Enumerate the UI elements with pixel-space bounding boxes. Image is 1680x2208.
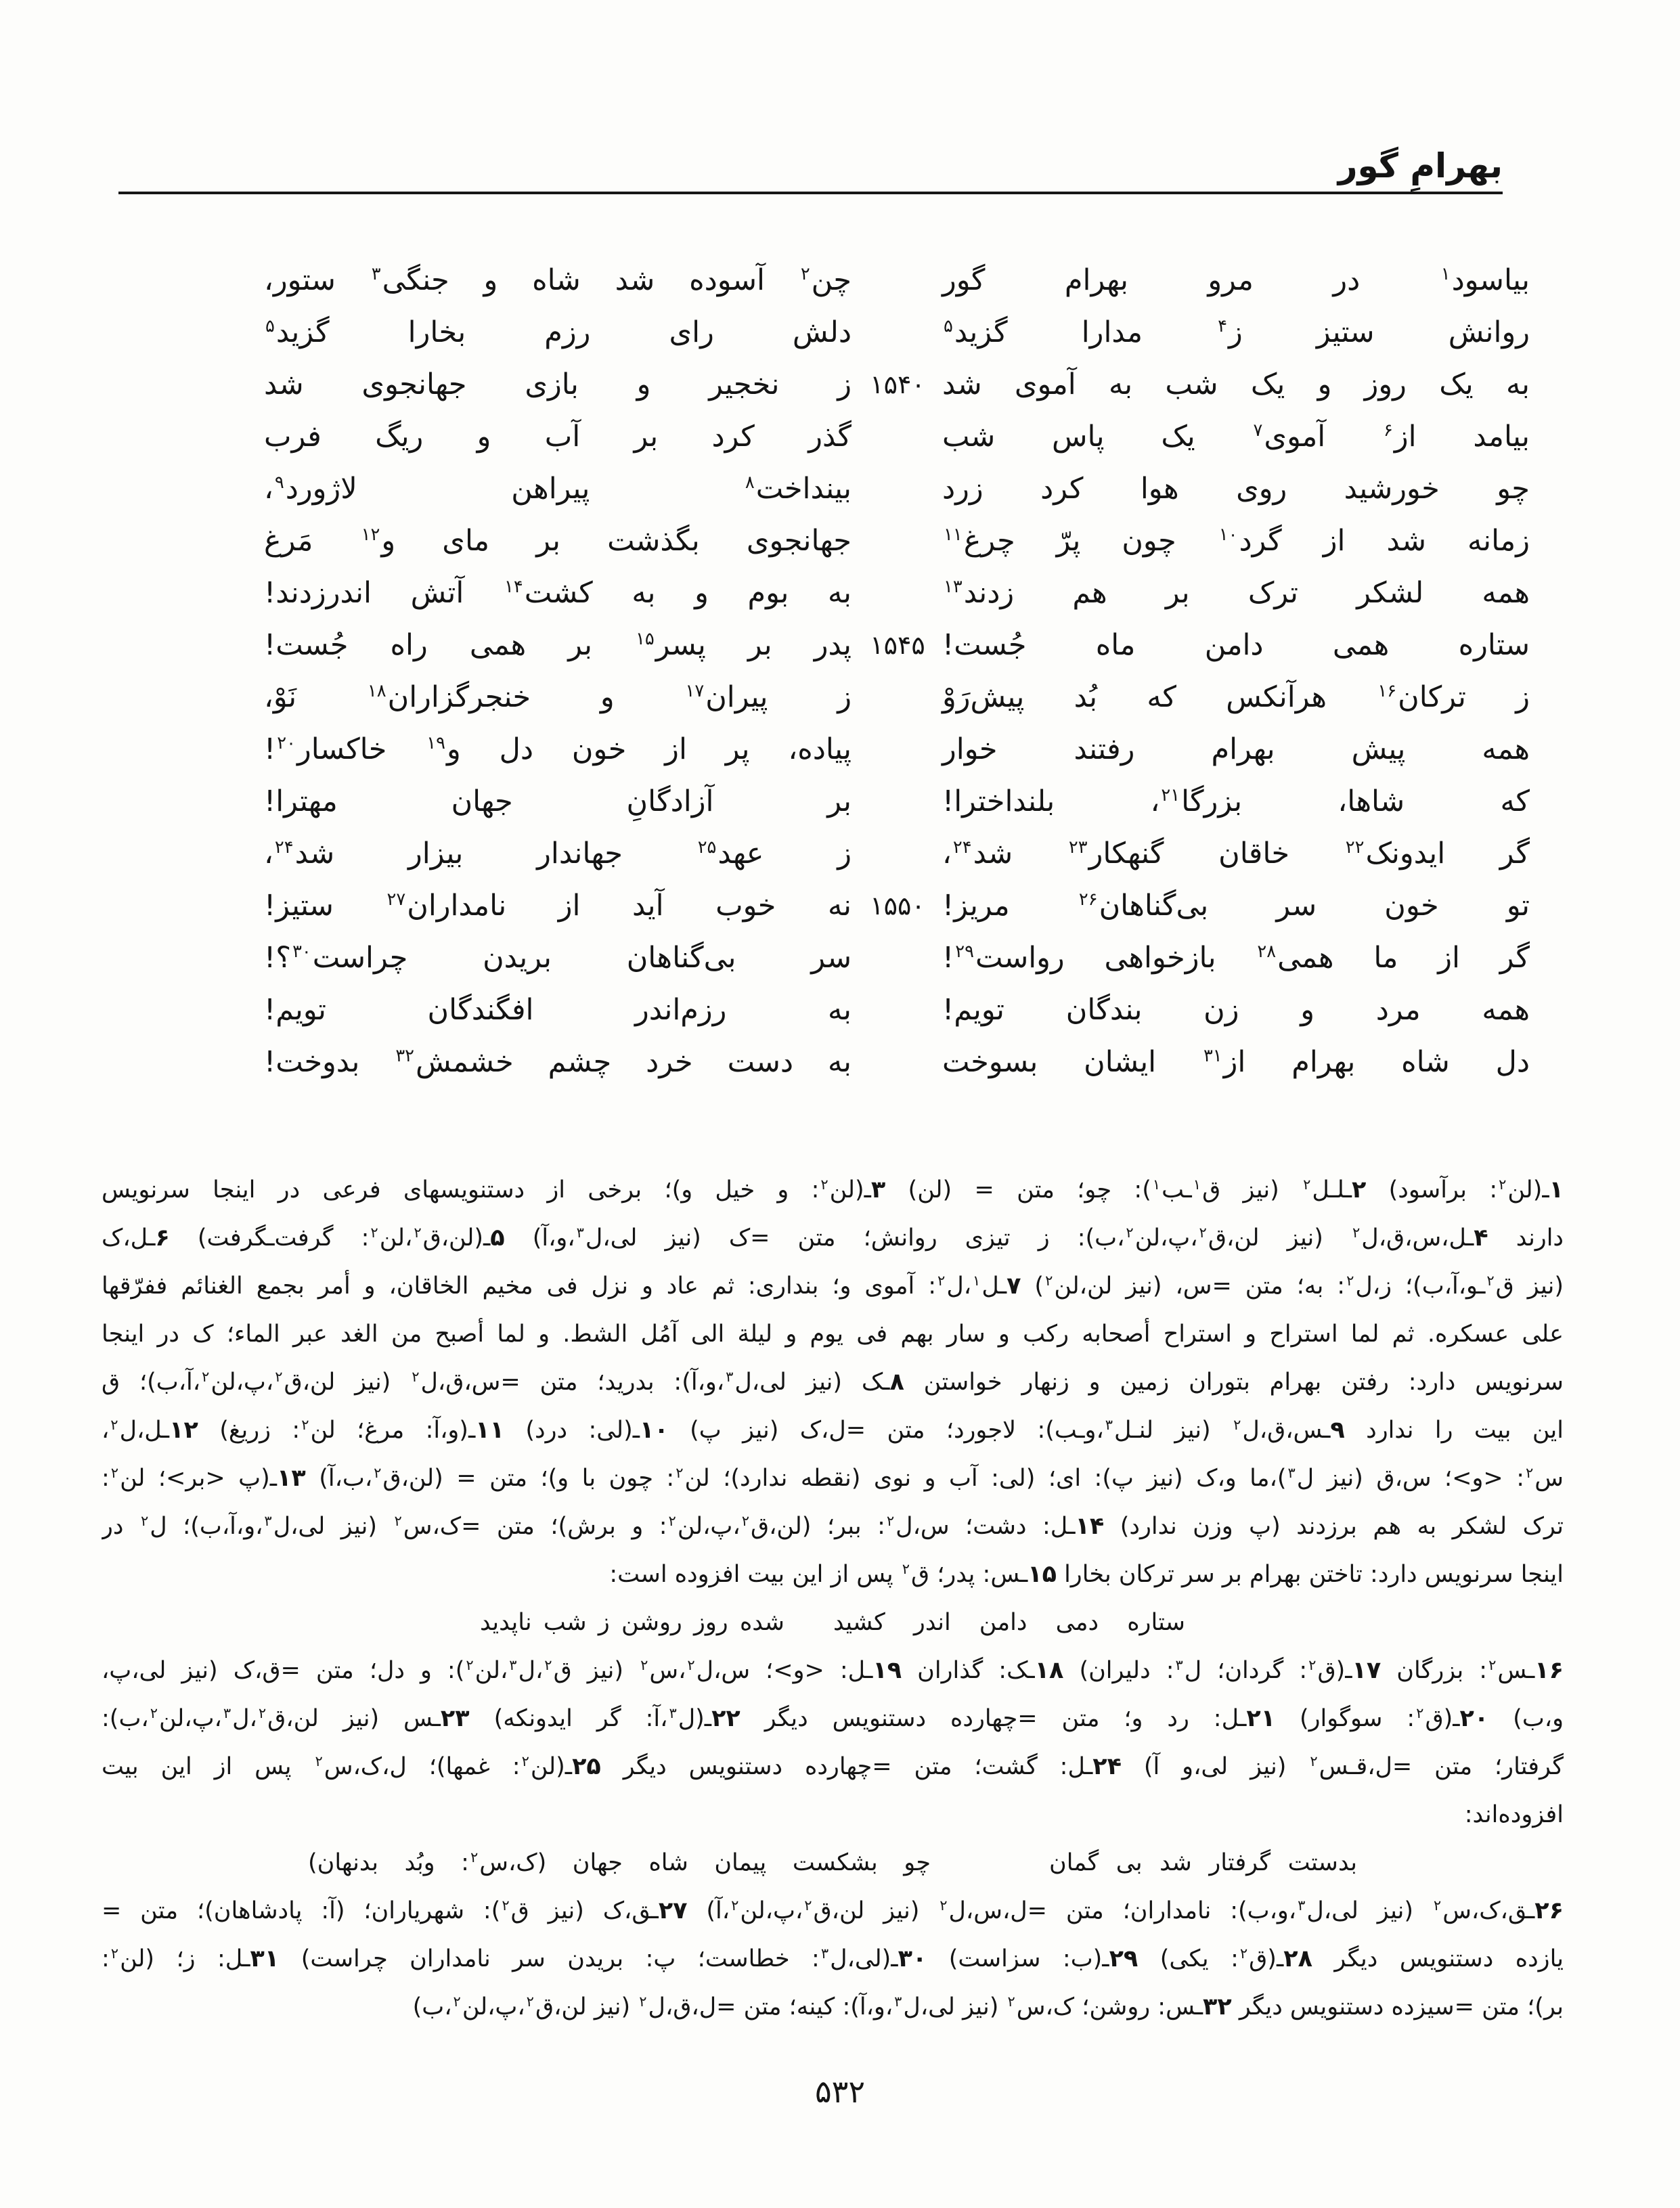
- hemistich-left: به بوم و به کشت$^{۱۴}$ آتش اندرزدند!: [264, 575, 852, 610]
- hemistich-right: بیامد از$^۶$ آموی$^۷$ یک پاس شب: [942, 419, 1530, 454]
- hemistich-right: بیاسود$^۱$ در مرو بهرام گور: [942, 263, 1530, 297]
- apparatus-note-text: ترک لشکر به هم برزدند (پ وزن ندارد) ۱۴ـل: دشت؛ س،ل$^۲$: ببر؛ (لن،ق$^۲$،پ،لن$^۲$: و برش)؛ متن =ک،س$^۲$ (نیز لی،ل$^۳$،و،آ،ب)؛ ل$^۲$ در: [102, 1513, 1564, 1540]
- apparatus-note-text: و،ب) ۲۰ـ(ق$^۲$: سوگوار) ۲۱ـل: رد و؛ متن =چهارده دستنویس دیگر ۲۲ـ(ل$^۳$،آ: گر ایدونکه) ۲۳ـس (نیز لن،ق$^۲$،ل$^۳$،پ،لن$^۲$،ب):: [102, 1705, 1564, 1732]
- hemistich-left: بر آزادگانِ جهان مهترا!: [264, 784, 852, 818]
- apparatus-line: [102, 1455, 1564, 1503]
- hemistich-left: جهانجوی بگذشت بر مای و$^{۱۲}$ مَرغ: [264, 523, 852, 558]
- apparatus-note-text: دارند ۴ـل،س،ق،ل$^۲$ (نیز لن،ق$^۲$،پ،لن$^۲$،ب): ز تیزی روانش؛ متن =ک (نیز لی،ل$^۳$،و،آ) ۵ـ(لن،ق$^۲$،لن$^۲$: گرفت‌ـگرفت) ۶ـل،ک: [102, 1224, 1564, 1252]
- apparatus-note-text: یازده دستنویس دیگر ۲۸ـ(ق$^۲$: یکی) ۲۹ـ(ب: سزاست) ۳۰ـ(لی،ل$^۳$: خطاست؛ پ: بریدن سر نامداران چراست) ۳۱ـل: ز؛ (لن$^۲$:: [102, 1945, 1564, 1972]
- inset-verse-hemistich-left: شده روز روشن ز شب ناپدید: [480, 1609, 784, 1636]
- hemistich-right: به یک روز و یک شب به آموی شد: [942, 367, 1530, 401]
- hemistich-left: نه خوب آید از نامداران$^{۲۷}$ ستیز!: [264, 888, 852, 923]
- verse-row: [264, 931, 1530, 984]
- apparatus-line: [102, 1791, 1564, 1839]
- apparatus-line: [102, 1503, 1564, 1551]
- verse-row: [264, 358, 1530, 410]
- hemistich-left: بینداخت$^۸$ پیراهن لاژورد$^۹$،: [264, 471, 852, 506]
- verse-number: ۱۵۴۰: [870, 369, 925, 399]
- apparatus-line: [102, 1166, 1564, 1214]
- hemistich-left: ز پیران$^{۱۷}$ و خنجرگزاران$^{۱۸}$ نَوْ،: [264, 680, 852, 714]
- poem-columns: [264, 254, 1530, 1088]
- hemistich-right: تو خون سر بی‌گناهان$^{۲۶}$ مریز!: [942, 888, 1530, 923]
- apparatus-line: [102, 1262, 1564, 1310]
- verse-row: [264, 1036, 1530, 1088]
- verse-row: [264, 306, 1530, 358]
- hemistich-left: به رزم‌اندر افگندگان تویم!: [264, 992, 852, 1027]
- apparatus-note-text: ۱۶ـس$^۲$: بزرگان ۱۷ـ(ق$^۲$: گردان؛ ل$^۳$: دلیران) ۱۸ـک: گذاران ۱۹ـل: <و>؛ س،ل$^۲$،س$^۲$ (نیز ق$^۲$،ل$^۳$،لن$^۲$): و دل؛ متن =ق،ک (نیز لی،پ،: [102, 1657, 1564, 1684]
- verse-number: ۱۵۴۵: [870, 630, 925, 660]
- apparatus-note-text: اینجا سرنویس دارد: تاختن بهرام بر سر ترکان بخارا ۱۵ـس: پدر؛ ق$^۲$ پس از این بیت افزوده است:: [609, 1561, 1564, 1588]
- verse-row: [264, 671, 1530, 723]
- apparatus-line: [102, 1695, 1564, 1743]
- inset-verse-hemistich-right: بدستت گرفتار شد بی گمان: [1049, 1849, 1357, 1876]
- hemistich-right: گر ایدونک$^{۲۲}$ خاقان گنهکار$^{۲۳}$ شد$^{۲۴}$،: [942, 836, 1530, 870]
- apparatus-note-text: ۱ـ(لن$^۲$: برآسود) ۲ـلـل$^۲$ (نیز ق$^۱$ـب$^۱$): چو؛ متن = (لن) ۳ـ(لن$^۲$: و خیل و)؛ برخی از دستنویسهای فرعی در اینجا سرنویس: [102, 1176, 1564, 1204]
- inset-verse-hemistich-right: ستاره دمی دامن اندر کشید: [833, 1609, 1185, 1636]
- apparatus-note-text: سرنویس دارد: رفتن بهرام بتوران زمین و زنهار خواستن ۸ـک (نیز لی،ل$^۳$،و،آ): بدرید؛ متن =س،ق،ل$^۲$ (نیز لن،ق$^۲$،پ،لن$^۲$،آ،ب)؛ ق: [102, 1369, 1564, 1396]
- hemistich-left: به دست خرد چشم خشمش$^{۳۲}$ بدوخت!: [264, 1044, 852, 1079]
- apparatus-line: [102, 1407, 1564, 1455]
- hemistich-left: چن$^۲$ آسوده شد شاه و جنگی$^۳$ ستور،: [264, 263, 852, 297]
- verse-row: [264, 462, 1530, 514]
- verse-row: [264, 567, 1530, 619]
- hemistich-left: سر بی‌گناهان بریدن چراست$^{۳۰}$؟!: [264, 940, 852, 975]
- apparatus-line: [102, 1359, 1564, 1407]
- hemistich-left: گذر کرد بر آب و ریگ فرب: [264, 419, 852, 454]
- apparatus-note-text: این بیت را ندارد ۹ـس،ق،ل$^۲$ (نیز لنـل$^۳$،وـب): لاجورد؛ متن =ل،ک (نیز پ) ۱۰ـ(لی: درد) ۱۱ـ(و،آ: مرغ؛ لن$^۲$: زریغ) ۱۲ـل،ل$^۲$،: [102, 1417, 1564, 1444]
- critical-apparatus: [102, 1166, 1564, 2031]
- hemistich-right: چو خورشید روی هوا کرد زرد: [942, 471, 1530, 506]
- hemistich-right: که شاها، بزرگا$^{۲۱}$، بلنداخترا!: [942, 784, 1530, 818]
- verse-number: ۱۵۵۰: [870, 890, 925, 921]
- apparatus-note-text: گرفتار؛ متن =ل،قـس$^۲$ (نیز لی،و آ) ۲۴ـل: گشت؛ متن =چهارده دستنویس دیگر ۲۵ـ(لن$^۲$: غمها)؛ ل،ک،س$^۲$ پس از این بیت: [102, 1753, 1564, 1780]
- page-number: ۵۳۲: [814, 2073, 866, 2110]
- hemistich-right: گر از ما همی$^{۲۸}$ بازخواهی رواست$^{۲۹}$!: [942, 940, 1530, 975]
- apparatus-line: [102, 1647, 1564, 1695]
- apparatus-note-text: بر)؛ متن =سیزده دستنویس دیگر ۳۲ـس: روشن؛ ک،س$^۲$ (نیز لی،ل$^۳$،و،آ): کینه؛ متن =ل،ق،ل$^۲$ (نیز لن،ق$^۲$،پ،لن$^۲$،ب): [412, 1993, 1564, 2021]
- apparatus-note-text: س$^۲$: <و>؛ س،ق (نیز ل$^۳$)،ما و،ک (نیز پ): ای؛ (لی: آب و نوی (نقطه ندارد)؛ لن$^۲$: چون با و)؛ متن = (لن،ق$^۲$،ب،آ) ۱۳ـ(پ <بر>؛ لن$^۲$:: [102, 1465, 1564, 1492]
- apparatus-line: [102, 1551, 1564, 1599]
- apparatus-note-text: علی عسکره. ثم لما استراح و استراح أصحابه رکب و سار بهم فی یوم و لیلة الی آمُل الشط. و لما أصبح من الغد عبر الماء؛ ک در اینجا: [102, 1321, 1564, 1348]
- verse-row: [264, 410, 1530, 462]
- running-head-title: بهرامِ گور: [1338, 146, 1503, 185]
- apparatus-note-text: ۲۶ـق،ک،س$^۲$ (نیز لی،ل$^۳$،و،ب): نامداران؛ متن =ل،س،ل$^۲$ (نیز لن،ق$^۲$،پ،لن$^۲$،آ) ۲۷ـق،ک (نیز ق$^۲$): شهریاران؛ (آ: پادشاهان)؛ متن =: [102, 1897, 1564, 1924]
- hemistich-right: ز ترکان$^{۱۶}$ هرآنکس که بُد پیش‌رَوْ: [942, 680, 1530, 714]
- verse-row: [264, 723, 1530, 775]
- verse-row: [264, 254, 1530, 306]
- apparatus-note-text: (نیز ق$^۲$ـو،آ،ب)؛ ز،ل$^۲$: به؛ متن =س، (نیز لن،لن$^۲$) ۷ـل$^۱$،ل$^۲$: آموی و؛ بنداری: ثم عاد و نزل فی مخیم الخاقان، و أمر بجمع الغنائم ففرّقها: [102, 1273, 1564, 1300]
- hemistich-right: همه مرد و زن بندگان تویم!: [942, 992, 1530, 1027]
- hemistich-left: ز نخجیر و بازی جهانجوی شد: [264, 367, 852, 401]
- hemistich-left: پیاده، پر از خون دل و$^{۱۹}$ خاکسار$^{۲۰}$!: [264, 732, 852, 766]
- verse-row: [264, 619, 1530, 671]
- verse-row: [264, 775, 1530, 827]
- inset-verse-hemistich-left: چو بشکست پیمان شاه جهان (ک،س$^۲$: وبُد بدنهان): [308, 1849, 931, 1876]
- apparatus-line: [102, 1214, 1564, 1262]
- apparatus-line: [102, 1839, 1564, 1887]
- verse-row: [264, 984, 1530, 1036]
- hemistich-right: ستاره همی دامن ماه جُست!: [942, 627, 1530, 662]
- apparatus-line: [102, 1599, 1564, 1647]
- verse-row: [264, 879, 1530, 931]
- hemistich-left: ز عهد$^{۲۵}$ جهاندار بیزار شد$^{۲۴}$،: [264, 836, 852, 870]
- apparatus-line: [102, 1887, 1564, 1935]
- hemistich-right: روانش ستیز ز$^۴$ مدارا گزید$^۵$: [944, 315, 1530, 349]
- hemistich-right: همه پیش بهرام رفتند خوار: [942, 732, 1530, 766]
- verse-row: [264, 514, 1530, 567]
- hemistich-right: دل شاه بهرام از$^{۳۱}$ ایشان بسوخت: [942, 1044, 1530, 1079]
- hemistich-right: زمانه شد از گرد$^{۱۰}$ چون پرّ چرغ$^{۱۱}$: [944, 523, 1530, 558]
- apparatus-line: [102, 1935, 1564, 1983]
- apparatus-note-text: افزوده‌اند:: [1464, 1801, 1564, 1828]
- apparatus-line: [102, 1983, 1564, 2031]
- verse-row: [264, 827, 1530, 879]
- apparatus-line: [102, 1310, 1564, 1359]
- hemistich-right: همه لشکر ترک بر هم زدند$^{۱۳}$: [944, 575, 1530, 610]
- header-rule: [118, 192, 1503, 194]
- hemistich-left: پدر بر پسر$^{۱۵}$ بر همی راه جُست!: [264, 627, 852, 662]
- apparatus-line: [102, 1743, 1564, 1791]
- hemistich-left: دلش رای رزم بخارا گزید$^۵$: [265, 315, 852, 349]
